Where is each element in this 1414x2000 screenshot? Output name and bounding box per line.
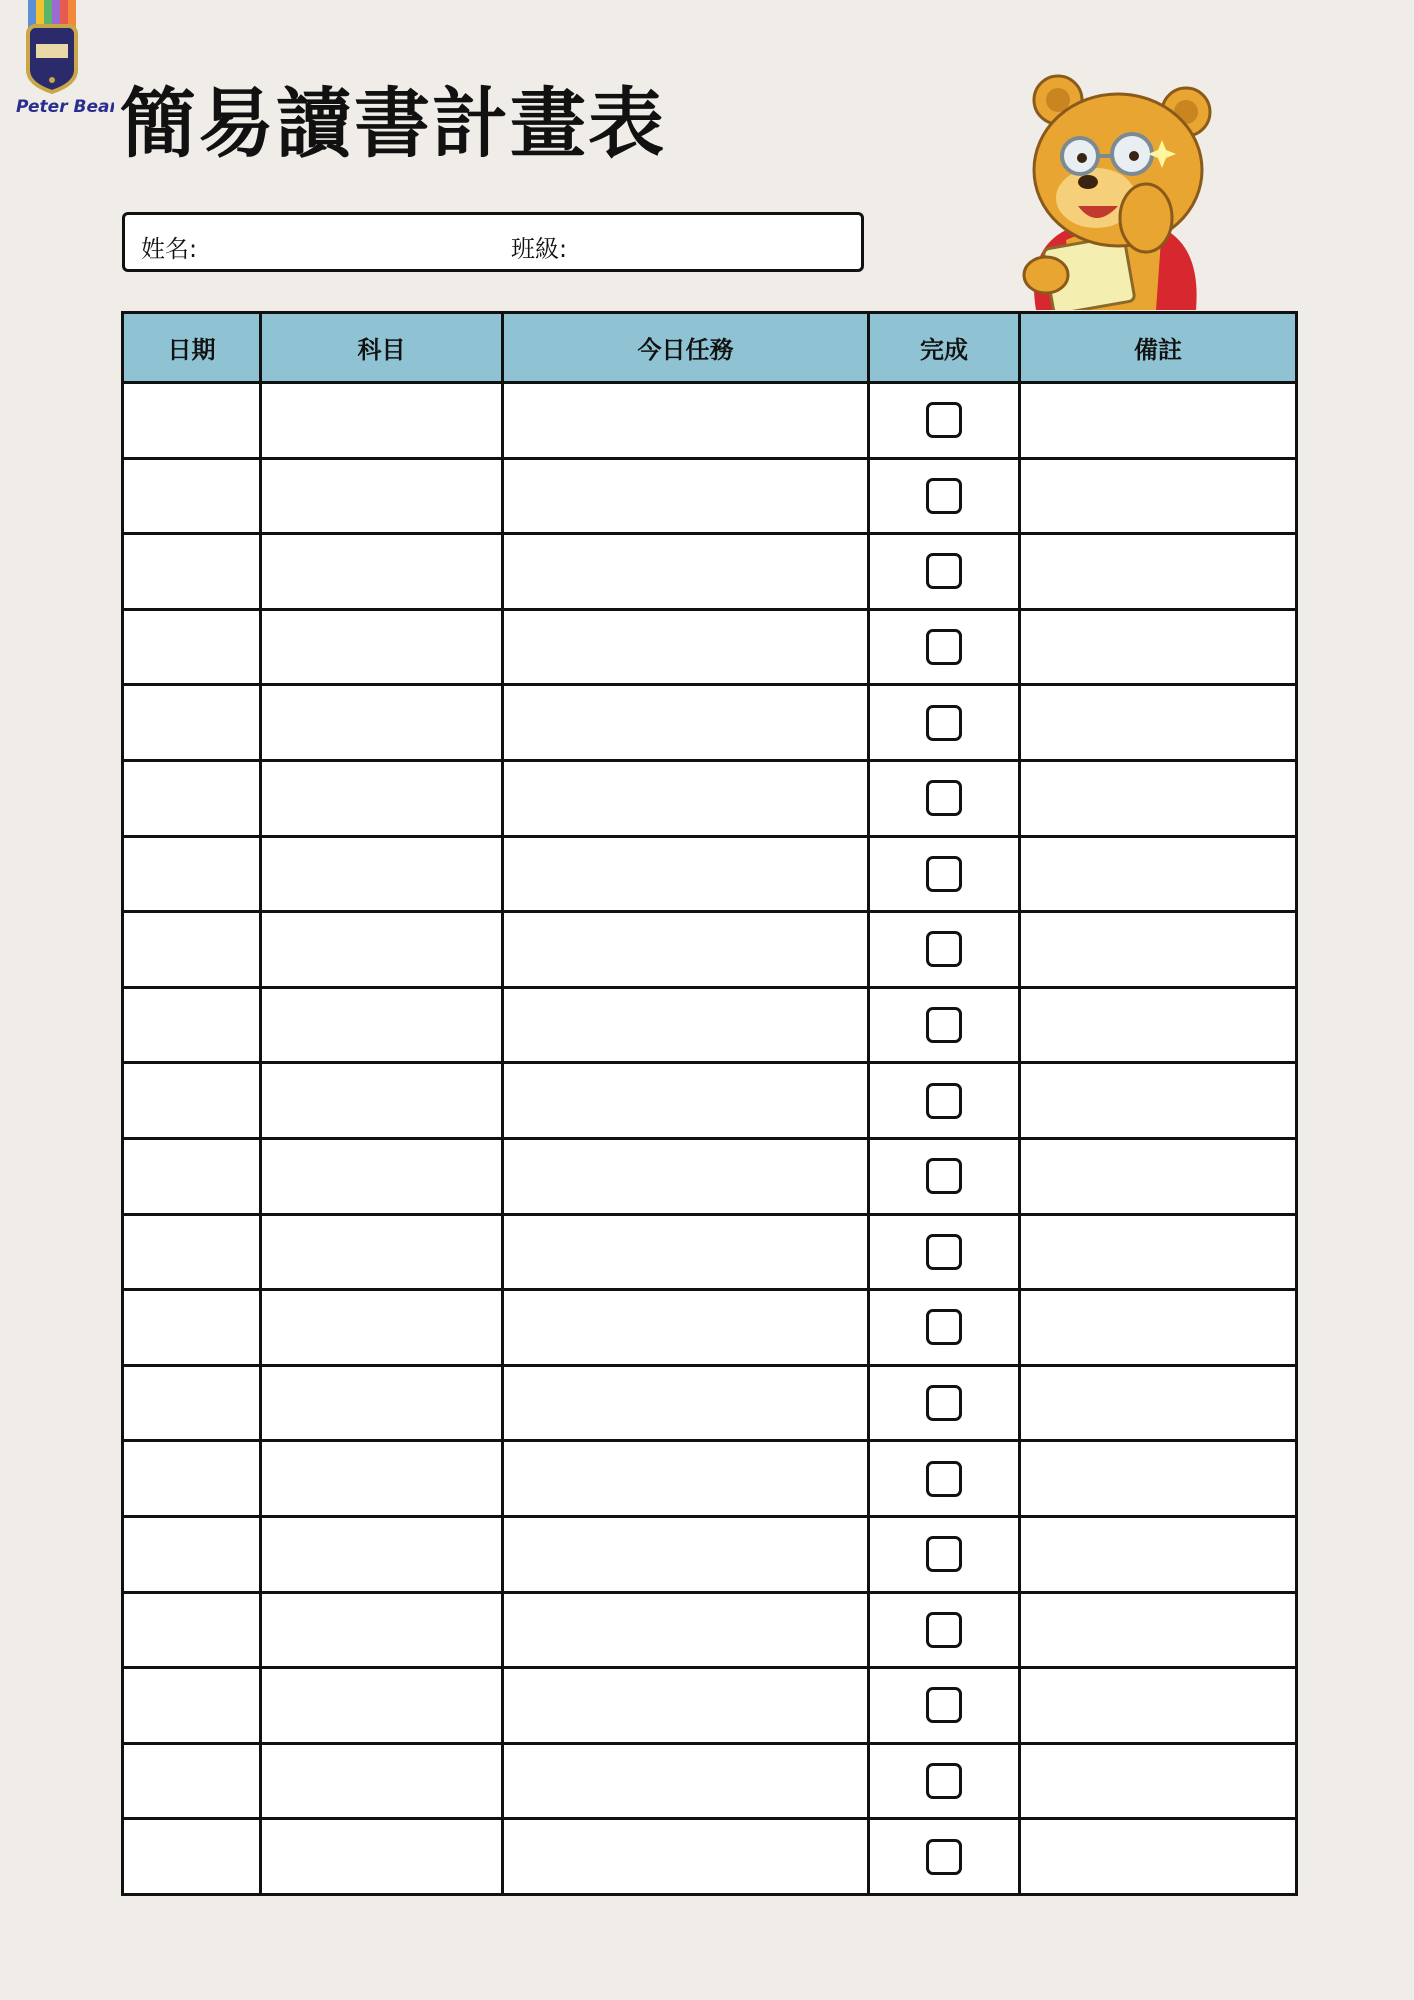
subject-cell[interactable] [261,1365,503,1441]
header-task: 今日任務 [503,313,869,383]
checkbox-icon[interactable] [926,1007,962,1043]
notes-cell[interactable] [1020,1668,1297,1744]
table-row [123,836,1297,912]
date-cell[interactable] [123,1819,261,1895]
table-row [123,1668,1297,1744]
header-subject: 科目 [261,313,503,383]
student-info-box [122,212,864,272]
notes-cell[interactable] [1020,1592,1297,1668]
notes-cell[interactable] [1020,1138,1297,1214]
done-cell [869,1441,1020,1517]
date-cell[interactable] [123,609,261,685]
table-row [123,987,1297,1063]
task-cell[interactable] [503,912,869,988]
checkbox-icon[interactable] [926,1536,962,1572]
table-row [123,458,1297,534]
task-cell[interactable] [503,836,869,912]
subject-cell[interactable] [261,1592,503,1668]
checkbox-icon[interactable] [926,1234,962,1270]
header-row [123,313,1297,383]
checkbox-icon[interactable] [926,856,962,892]
done-cell [869,1743,1020,1819]
done-cell [869,1138,1020,1214]
table-header [123,313,1297,383]
done-cell [869,987,1020,1063]
checkbox-icon[interactable] [926,1461,962,1497]
date-cell[interactable] [123,1592,261,1668]
date-cell[interactable] [123,534,261,610]
task-cell[interactable] [503,1819,869,1895]
date-cell[interactable] [123,1516,261,1592]
table-row [123,1365,1297,1441]
notes-cell[interactable] [1020,760,1297,836]
subject-cell[interactable] [261,685,503,761]
table-row [123,1138,1297,1214]
task-cell[interactable] [503,458,869,534]
notes-cell[interactable] [1020,534,1297,610]
date-cell[interactable] [123,1365,261,1441]
date-cell[interactable] [123,760,261,836]
notes-cell[interactable] [1020,987,1297,1063]
notes-cell[interactable] [1020,912,1297,988]
table-row [123,609,1297,685]
done-cell [869,1668,1020,1744]
checkbox-icon[interactable] [926,931,962,967]
notes-cell[interactable] [1020,685,1297,761]
done-cell [869,383,1020,459]
task-cell[interactable] [503,383,869,459]
table-row [123,912,1297,988]
subject-cell[interactable] [261,609,503,685]
task-cell[interactable] [503,609,869,685]
notes-cell[interactable] [1020,383,1297,459]
task-cell[interactable] [503,1290,869,1366]
table-row [123,760,1297,836]
checkbox-icon[interactable] [926,1612,962,1648]
subject-cell[interactable] [261,1441,503,1517]
date-cell[interactable] [123,1441,261,1517]
subject-cell[interactable] [261,1138,503,1214]
checkbox-icon[interactable] [926,1309,962,1345]
date-cell[interactable] [123,383,261,459]
checkbox-icon[interactable] [926,629,962,665]
notes-cell[interactable] [1020,609,1297,685]
subject-cell[interactable] [261,1063,503,1139]
task-cell[interactable] [503,1592,869,1668]
subject-cell[interactable] [261,760,503,836]
task-cell[interactable] [503,534,869,610]
subject-cell[interactable] [261,1516,503,1592]
subject-cell[interactable] [261,987,503,1063]
done-cell [869,534,1020,610]
date-cell[interactable] [123,1668,261,1744]
task-cell[interactable] [503,1441,869,1517]
notes-cell[interactable] [1020,458,1297,534]
table-row [123,534,1297,610]
bear-mascot [996,70,1226,310]
subject-cell[interactable] [261,1668,503,1744]
task-cell[interactable] [503,1365,869,1441]
header-notes: 備註 [1020,313,1297,383]
checkbox-icon[interactable] [926,478,962,514]
bear-mascot-icon [996,70,1226,310]
date-cell[interactable] [123,458,261,534]
table-row [123,1214,1297,1290]
checkbox-icon[interactable] [926,1158,962,1194]
task-cell[interactable] [503,987,869,1063]
date-cell[interactable] [123,1743,261,1819]
subject-cell[interactable] [261,1290,503,1366]
checkbox-icon[interactable] [926,1083,962,1119]
subject-cell[interactable] [261,383,503,459]
date-cell[interactable] [123,1063,261,1139]
notes-cell[interactable] [1020,1819,1297,1895]
notes-cell[interactable] [1020,836,1297,912]
subject-cell[interactable] [261,458,503,534]
header-date: 日期 [123,313,261,383]
task-cell[interactable] [503,1214,869,1290]
done-cell [869,1516,1020,1592]
done-cell [869,1214,1020,1290]
date-cell[interactable] [123,1290,261,1366]
table-row [123,1063,1297,1139]
date-cell[interactable] [123,987,261,1063]
date-cell[interactable] [123,1138,261,1214]
notes-cell[interactable] [1020,1441,1297,1517]
done-cell [869,836,1020,912]
brand-logo [14,0,114,120]
task-cell[interactable] [503,760,869,836]
done-cell [869,685,1020,761]
page-title: 簡易讀書計畫表 [120,79,666,168]
subject-cell[interactable] [261,1214,503,1290]
done-cell [869,1819,1020,1895]
checkbox-icon[interactable] [926,1385,962,1421]
done-cell [869,1290,1020,1366]
header-done: 完成 [869,313,1020,383]
date-cell[interactable] [123,912,261,988]
done-cell [869,1365,1020,1441]
subject-cell[interactable] [261,1743,503,1819]
table-row [123,1441,1297,1517]
plan-table [121,311,1298,1896]
table-row [123,1592,1297,1668]
checkbox-icon[interactable] [926,705,962,741]
table-row [123,383,1297,459]
done-cell [869,609,1020,685]
notes-cell[interactable] [1020,1516,1297,1592]
task-cell[interactable] [503,1668,869,1744]
notes-cell[interactable] [1020,1063,1297,1139]
done-cell [869,458,1020,534]
subject-cell[interactable] [261,912,503,988]
table-row [123,1819,1297,1895]
table-row [123,1516,1297,1592]
table-row [123,685,1297,761]
table-row [123,1743,1297,1819]
task-cell[interactable] [503,1516,869,1592]
checkbox-icon[interactable] [926,1763,962,1799]
checkbox-icon[interactable] [926,553,962,589]
subject-cell[interactable] [261,836,503,912]
date-cell[interactable] [123,836,261,912]
date-cell[interactable] [123,685,261,761]
svg-text:Peter Bear: Peter Bear [16,97,114,117]
subject-cell[interactable] [261,1819,503,1895]
class-label: 班級: [511,235,568,263]
done-cell [869,760,1020,836]
checkbox-icon[interactable] [926,1687,962,1723]
notes-cell[interactable] [1020,1290,1297,1366]
done-cell [869,912,1020,988]
logo-crest-icon [14,0,114,120]
task-cell[interactable] [503,1063,869,1139]
checkbox-icon[interactable] [926,402,962,438]
task-cell[interactable] [503,1138,869,1214]
task-cell[interactable] [503,1743,869,1819]
done-cell [869,1592,1020,1668]
date-cell[interactable] [123,1214,261,1290]
checkbox-icon[interactable] [926,780,962,816]
notes-cell[interactable] [1020,1365,1297,1441]
notes-cell[interactable] [1020,1743,1297,1819]
done-cell [869,1063,1020,1139]
task-cell[interactable] [503,685,869,761]
subject-cell[interactable] [261,534,503,610]
notes-cell[interactable] [1020,1214,1297,1290]
checkbox-icon[interactable] [926,1839,962,1875]
name-label: 姓名: [141,235,198,263]
table-row [123,1290,1297,1366]
table-body [123,383,1297,1895]
